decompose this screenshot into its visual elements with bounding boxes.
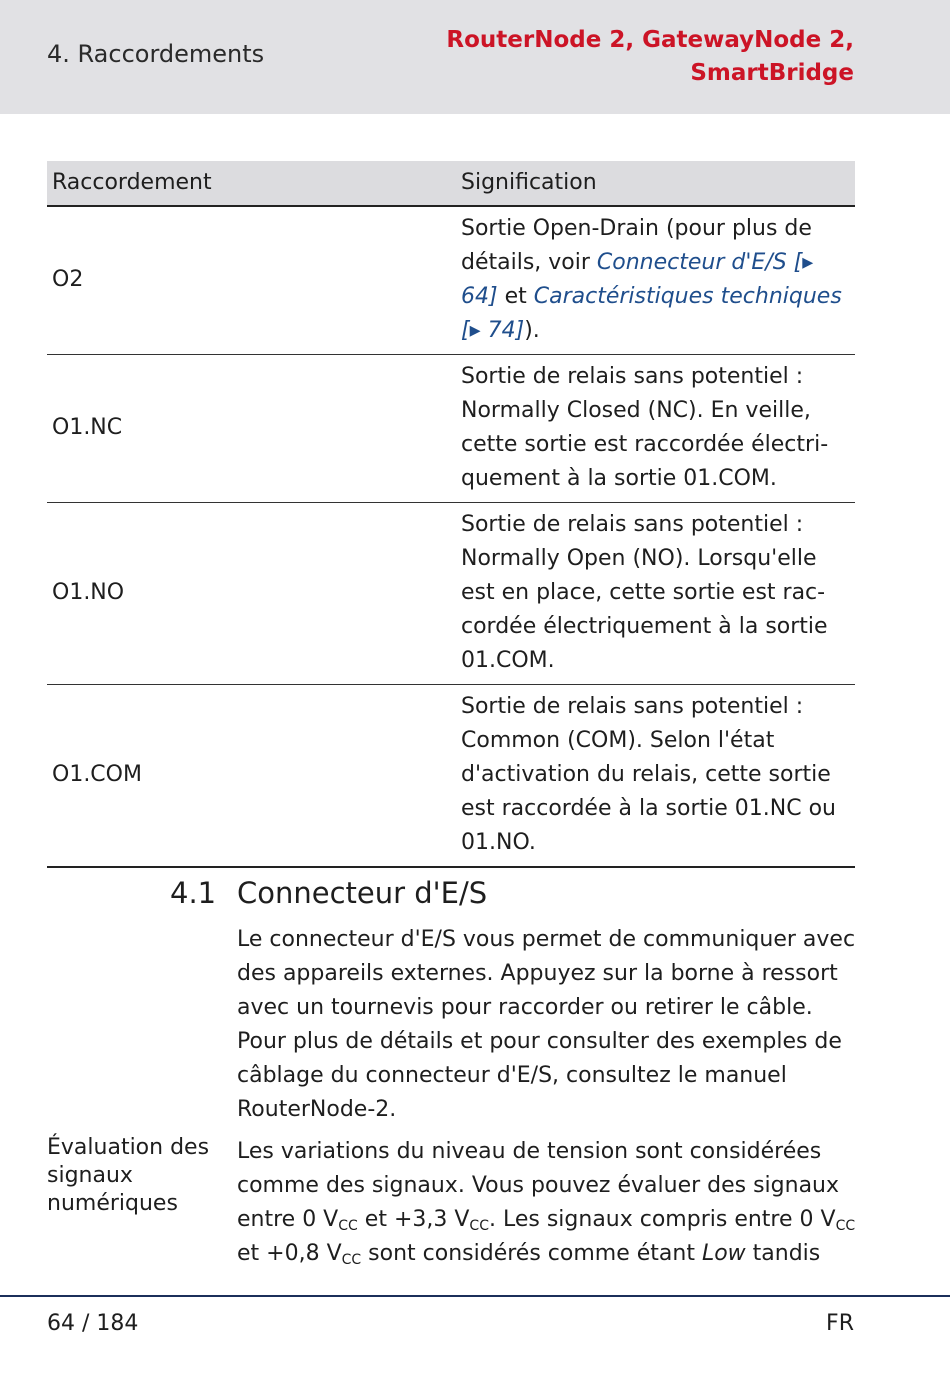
footer-divider xyxy=(0,1295,950,1297)
unit-subscript: CC xyxy=(835,1218,856,1234)
language-code: FR xyxy=(826,1311,854,1336)
product-title xyxy=(446,24,854,90)
meaning-text: et xyxy=(497,284,534,309)
product-title-line2: SmartBridge xyxy=(690,60,854,86)
paragraph-text: et +0,8 V xyxy=(237,1241,342,1266)
meaning-text: Sortie Open-Drain (pour plus de détails, voir xyxy=(461,216,812,275)
meaning-text: ). xyxy=(524,318,540,343)
section-title: Connecteur d'E/S xyxy=(237,876,488,910)
unit-subscript: CC xyxy=(469,1218,489,1234)
page-header xyxy=(0,0,950,114)
paragraph-text: tandis xyxy=(745,1241,821,1266)
connection-cell: O2 xyxy=(47,206,456,355)
connection-cell: O1.COM xyxy=(47,685,456,868)
meaning-cell: Sortie de relais sans potentiel : Normally Open (NO). Lorsqu'elle est en place, cette sortie est raccordée électriquement à la sortie 01.COM. xyxy=(456,503,855,685)
paragraph-text: Les variations du niveau de tension sont considérées comme des signaux. Vous pouvez évaluer des signaux entre 0 V xyxy=(237,1139,840,1232)
side-label: Évaluation des signaux numériques xyxy=(47,1135,210,1216)
table-row xyxy=(47,206,855,355)
meaning-cell xyxy=(456,206,855,355)
column-header-connection: Raccordement xyxy=(47,161,456,206)
table-header-row xyxy=(47,161,855,206)
meaning-cell: Sortie de relais sans potentiel : Normally Closed (NC). En veille, cette sortie est raccordée électriquement à la sortie 01.COM. xyxy=(456,355,855,503)
emphasis-text: Low xyxy=(701,1241,746,1266)
page-number: 64 / 184 xyxy=(47,1311,139,1336)
connection-cell: O1.NO xyxy=(47,503,456,685)
unit-subscript: CC xyxy=(341,1252,362,1268)
connections-table xyxy=(47,161,855,868)
cross-reference-link[interactable]: Connecteur d'E/S [▸ 64] xyxy=(461,250,814,309)
cross-reference-link[interactable]: Caractéristiques techniques [▸ 74] xyxy=(461,284,842,343)
table-row xyxy=(47,685,855,868)
product-title-line1: RouterNode 2, GatewayNode 2, xyxy=(446,27,854,53)
signal-evaluation-paragraph xyxy=(237,1135,857,1271)
unit-subscript: CC xyxy=(338,1218,358,1234)
paragraph-text: sont considérés comme étant xyxy=(361,1241,702,1266)
column-header-meaning: Signification xyxy=(456,161,855,206)
table-row xyxy=(47,503,855,685)
section-intro-paragraph: Le connecteur d'E/S vous permet de communiquer avec des appareils externes. Appuyez sur la borne à ressort avec un tournevis pour raccorder ou retirer le câble. Pour plus de détails et pour consulter des exemples de câblage du connecteur d'E/S, consultez le manuel RouterNode-2. xyxy=(237,927,856,1122)
paragraph-text: et +3,3 V xyxy=(357,1207,470,1232)
connection-cell: O1.NC xyxy=(47,355,456,503)
table-row xyxy=(47,355,855,503)
chapter-title: 4. Raccordements xyxy=(47,40,265,68)
paragraph-text: . Les signaux compris entre 0 V xyxy=(488,1207,836,1232)
section-number: 4.1 xyxy=(170,876,217,910)
meaning-cell: Sortie de relais sans potentiel : Common (COM). Selon l'état d'activation du relais, cette sortie est raccordée à la sortie 01.NC ou 01.NO. xyxy=(456,685,855,868)
